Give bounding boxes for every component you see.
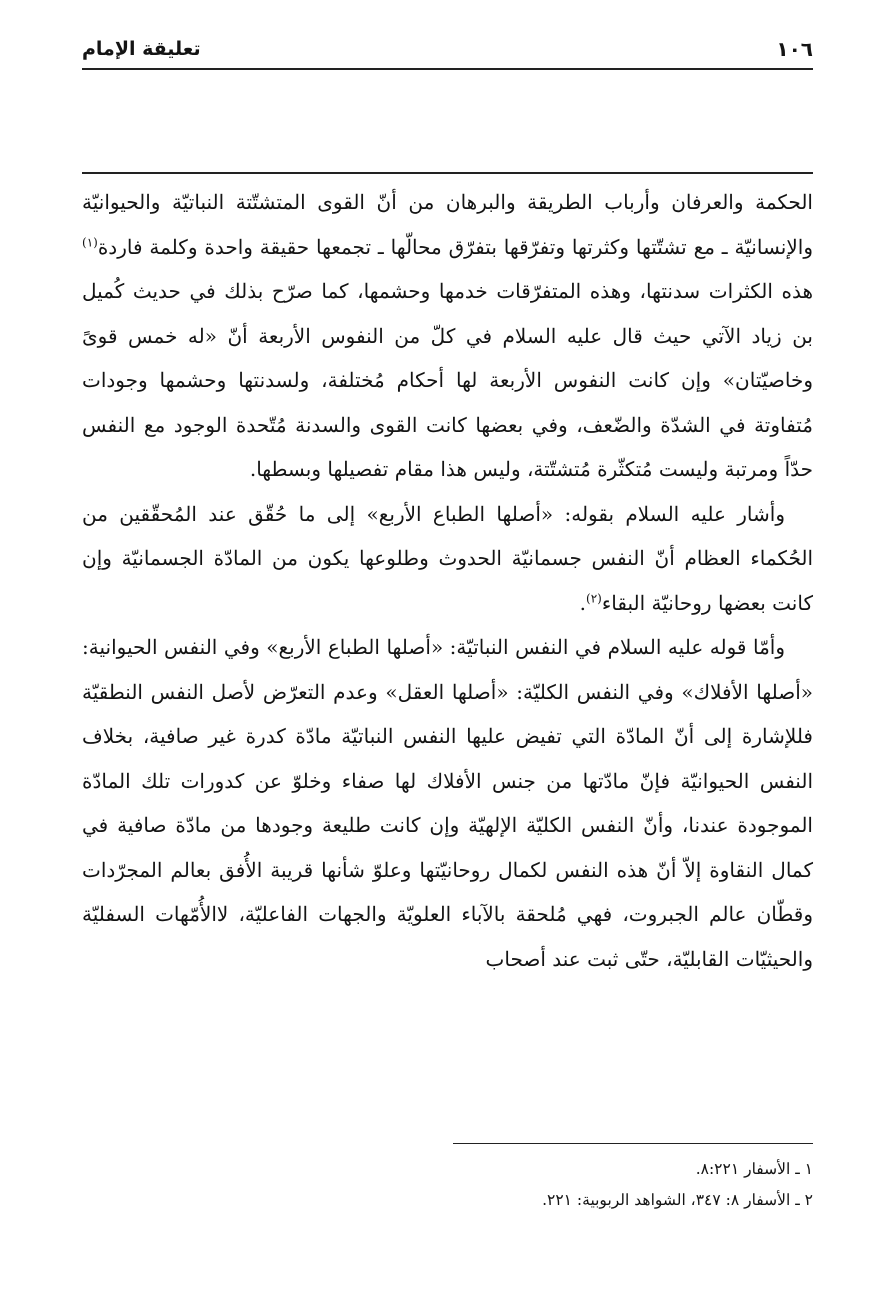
paragraph-2 xyxy=(82,492,813,626)
paragraph-2-end: . xyxy=(579,590,586,615)
running-header xyxy=(82,30,813,68)
text-top-rule xyxy=(82,172,813,174)
paragraph-1 xyxy=(82,180,813,492)
page-number: ١٠٦ xyxy=(776,37,813,61)
footnote-ref-1[interactable]: (١) xyxy=(82,234,98,249)
footnote-1: ١ ـ الأسفار ٨:٢٢١. xyxy=(695,1160,813,1178)
footnote-ref-2[interactable]: (٢) xyxy=(586,590,602,605)
main-text xyxy=(82,180,813,981)
book-title: تعليقة الإمام xyxy=(82,38,201,60)
footnotes xyxy=(82,1154,813,1216)
paragraph-3: وأمّا قوله عليه السلام في النفس النباتيّة: «أصلها الطباع الأربع» وفي النفس الحيوانية: «أصلها الأفلاك» وفي النفس الكليّة: «أصلها العقل» وعدم التعرّض لأصل النفس النطقيّة فللإشارة إلى أنّ المادّة التي تفيض عليها النفس النباتيّة مادّة كدرة غير صافية، بخلاف النفس الحيوانيّة فإنّ مادّتها من جنس الأفلاك لها صفاء وخلوّ عن كدورات تلك المادّة الموجودة عندنا، وأنّ النفس الكليّة الإلهيّة وإن كانت طليعة وجودها من مادّة صافية في كمال النقاوة إلاّ أنّ هذه النفس لكمال روحانيّتها وعلوّ شأنها قريبة الأُفق بعالم المجرّدات وقطّان عالم الجبروت، فهي مُلحقة بالآباء العلويّة والجهات الفاعليّة، لاالأُمّهات السفليّة والحيثيّات القابليّة، حتّى ثبت عند أصحاب xyxy=(82,635,813,971)
paragraph-2-text: وأشار عليه السلام بقوله: «أصلها الطباع الأربع» إلى ما حُقّق عند المُحقّقين من الحُكماء العظام أنّ النفس جسمانيّة الحدوث وطلوعها يكون من المادّة الجسمانيّة وإن كانت بعضها روحانيّة البقاء xyxy=(82,501,813,615)
header-rule xyxy=(82,68,813,70)
footnote-rule xyxy=(453,1143,813,1144)
paragraph-1-continued: هذه الكثرات سدنتها، وهذه المتفرّقات خدمها وحشمها، كما صرّح بذلك في حديث كُميل بن زياد الآتي حيث قال عليه السلام في كلّ من النفوس الأربعة أنّ «له خمس قوىً وخاصيّتان» وإن كانت النفوس الأربعة لها أحكام مُختلفة، ولسدنتها وحشمها وجودات مُتفاوتة في الشدّة والضّعف، وفي بعضها كانت القوى والسدنة مُتّحدة الوجود مع النفس حدّاً ومرتبة وليست مُتكثّرة مُتشتّتة، وليس هذا مقام تفصيلها وبسطها. xyxy=(82,279,813,481)
footnote-2: ٢ ـ الأسفار ٨: ٣٤٧، الشواهد الربوبية: ٢٢١. xyxy=(542,1191,813,1209)
paragraph-1-text: الحكمة والعرفان وأرباب الطريقة والبرهان من أنّ القوى المتشتّتة النباتيّة والحيوانيّة والإنسانيّة ـ مع تشتّتها وكثرتها وتفرّقها بتفرّق محالّها ـ تجمعها حقيقة واحدة وكلمة فاردة xyxy=(82,190,813,259)
